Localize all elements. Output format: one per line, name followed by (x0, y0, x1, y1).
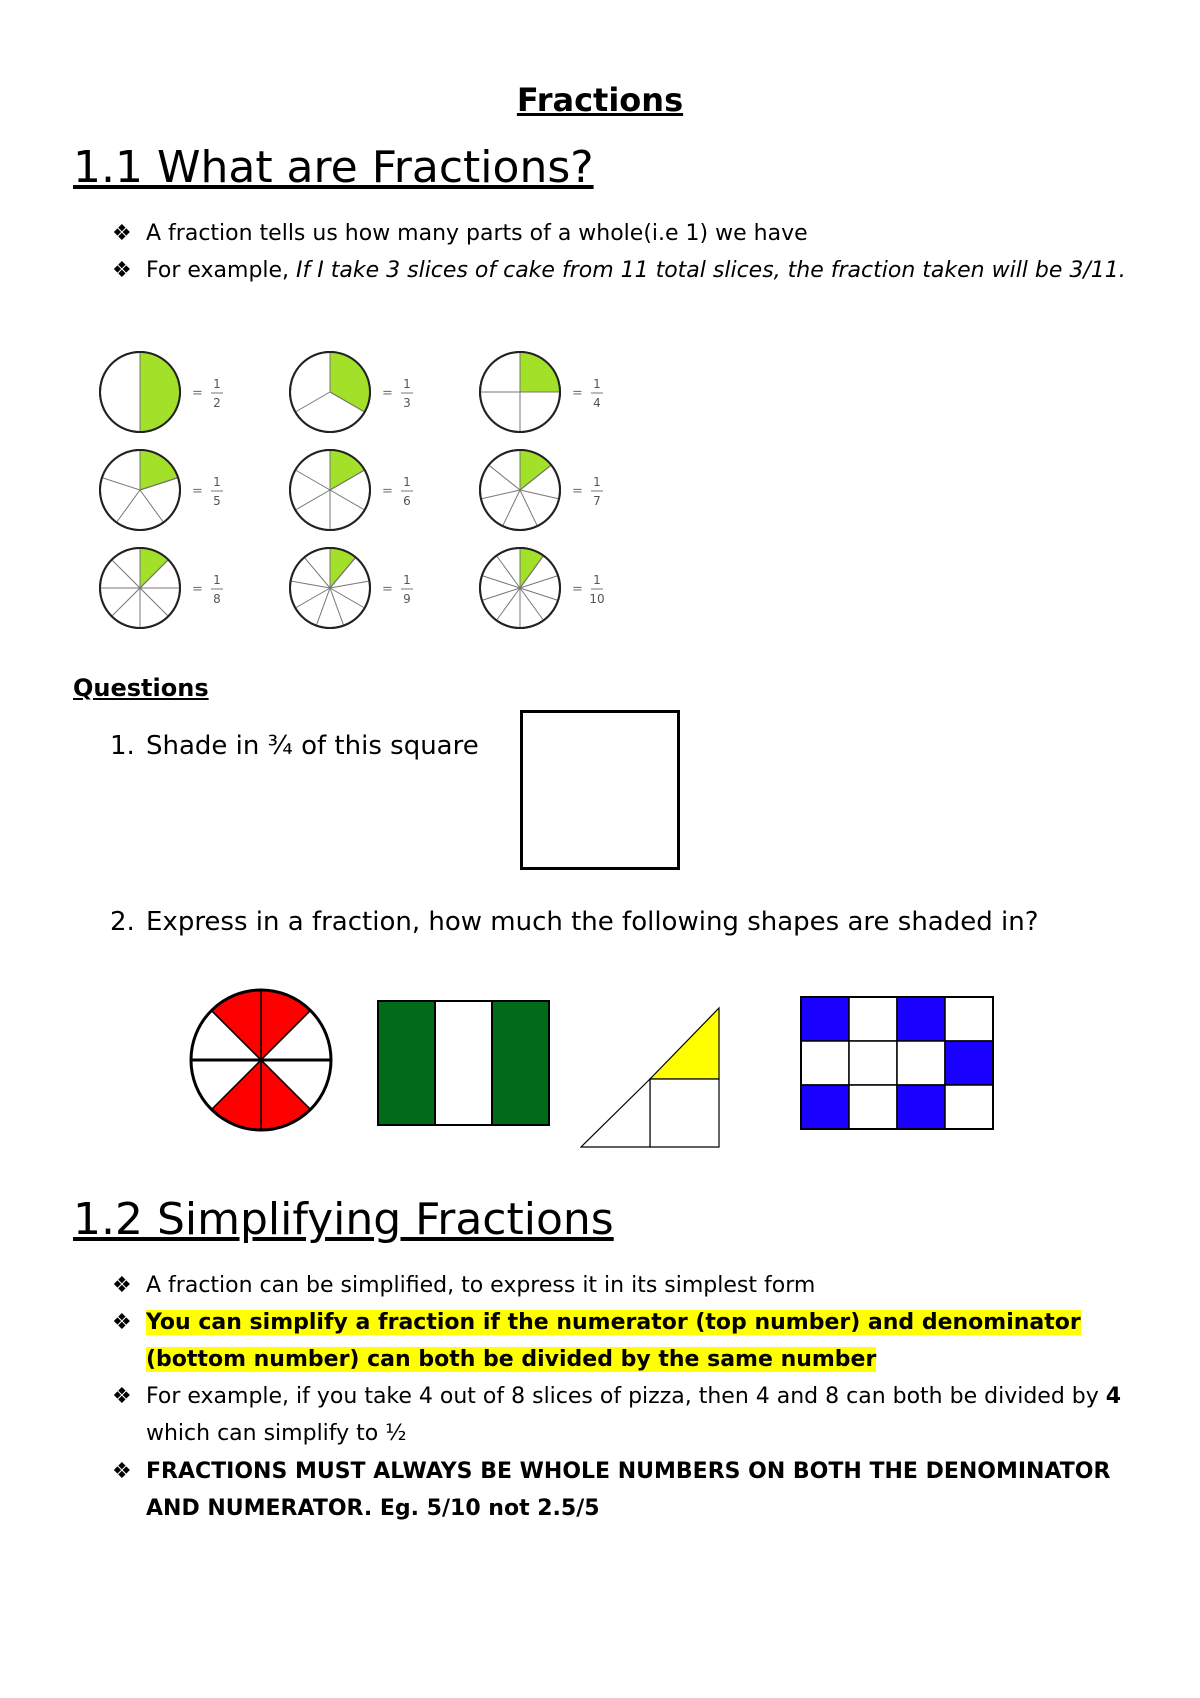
fraction-pie-1-5 (100, 450, 223, 530)
shaded-rectangle-figure (377, 1000, 551, 1128)
grid-cell (945, 1041, 993, 1085)
fraction-numerator: 1 (593, 475, 601, 489)
bullet-text: FRACTIONS MUST ALWAYS BE WHOLE NUMBERS ON BOTH THE DENOMINATOR AND NUMERATOR. Eg. 5/10 not 2.5/5 (146, 1459, 1111, 1521)
grid-cell (801, 1085, 849, 1129)
shaded-grid-figure (800, 996, 996, 1130)
grid-cell (849, 997, 897, 1041)
bullet-simplify-example (112, 1378, 1142, 1452)
fraction-denominator: 3 (403, 396, 411, 410)
fraction-pie-1-3 (290, 352, 413, 432)
section-heading-simplifying-fractions: 1.2 Simplifying Fractions (73, 1194, 614, 1245)
equals-sign: = (572, 386, 583, 401)
grid-cell (945, 1085, 993, 1129)
green-stripe-right (492, 1001, 549, 1125)
bullet-icon: ❖ (112, 258, 132, 283)
fraction-pie-1-7 (480, 450, 603, 530)
fraction-denominator: 9 (403, 592, 411, 606)
question-1-number: 1. (110, 731, 135, 761)
white-stripe-middle (435, 1001, 492, 1125)
fraction-denominator: 4 (593, 396, 601, 410)
bullet-text-end: which can simplify to ½ (146, 1421, 407, 1446)
bullet-example (112, 252, 1142, 289)
section-heading-what-are-fractions: 1.1 What are Fractions? (73, 142, 594, 193)
yellow-triangle-part (650, 1008, 719, 1079)
bullet-whole-numbers-rule (112, 1453, 1142, 1527)
equals-sign: = (382, 386, 393, 401)
equals-sign: = (572, 484, 583, 499)
equals-sign: = (192, 484, 203, 499)
bullet-text: A fraction tells us how many parts of a whole(i.e 1) we have (146, 221, 808, 246)
bullet-icon: ❖ (112, 1459, 132, 1484)
grid-cell (849, 1041, 897, 1085)
bullet-icon: ❖ (112, 1310, 132, 1335)
fraction-numerator: 1 (213, 573, 221, 587)
equals-sign: = (382, 582, 393, 597)
unit-fraction-diagram (95, 345, 655, 645)
bullet-icon: ❖ (112, 221, 132, 246)
fraction-numerator: 1 (213, 377, 221, 391)
fraction-numerator: 1 (403, 475, 411, 489)
fraction-pie-1-9 (290, 548, 413, 628)
shaded-circle-figure (186, 985, 336, 1135)
document-title: Fractions (516, 81, 684, 119)
fraction-denominator: 5 (213, 494, 221, 508)
grid-cell (897, 1041, 945, 1085)
grid-cell (897, 1085, 945, 1129)
bullet-text: For example, (146, 258, 297, 283)
question-2-text: Express in a fraction, how much the following shapes are shaded in? (146, 907, 1039, 937)
fraction-denominator: 7 (593, 494, 601, 508)
equals-sign: = (382, 484, 393, 499)
fraction-denominator: 2 (213, 396, 221, 410)
bullet-simplify-definition (112, 1267, 1142, 1304)
fraction-pie-1-6 (290, 450, 413, 530)
fraction-denominator: 10 (589, 592, 605, 606)
fraction-numerator: 1 (213, 475, 221, 489)
grid-cell (801, 997, 849, 1041)
grid-cell (945, 997, 993, 1041)
fraction-pie-1-4 (480, 352, 603, 432)
fraction-pie-1-10 (480, 548, 605, 628)
bullet-definition (112, 215, 1142, 252)
question-1-text: Shade in ¾ of this square (146, 731, 479, 761)
fraction-numerator: 1 (403, 573, 411, 587)
bullet-text: For example, if you take 4 out of 8 slices of pizza, then 4 and 8 can both be divided by (146, 1384, 1106, 1409)
shaded-triangle-figure (580, 1006, 720, 1148)
questions-heading: Questions (73, 674, 209, 702)
fraction-numerator: 1 (593, 573, 601, 587)
question-2-number: 2. (110, 907, 135, 937)
highlighted-rule-text: You can simplify a fraction if the numerator (top number) and denominator (bottom number) can both be divided by the same number (146, 1310, 1081, 1372)
grid-cell (849, 1085, 897, 1129)
equals-sign: = (192, 386, 203, 401)
fraction-denominator: 6 (403, 494, 411, 508)
bold-number: 4 (1105, 1384, 1122, 1409)
equals-sign: = (572, 582, 583, 597)
bullet-text: A fraction can be simplified, to express it in its simplest form (146, 1273, 816, 1298)
bullet-icon: ❖ (112, 1273, 132, 1298)
white-triangle-part (581, 1079, 650, 1147)
bullet-icon: ❖ (112, 1384, 132, 1409)
fraction-numerator: 1 (593, 377, 601, 391)
fraction-numerator: 1 (403, 377, 411, 391)
fraction-denominator: 8 (213, 592, 221, 606)
fraction-pie-1-2 (100, 352, 223, 432)
grid-cell (897, 997, 945, 1041)
example-italic-text: If I take 3 slices of cake from 11 total slices, the fraction taken will be 3/11. (296, 258, 1126, 283)
bullet-simplify-rule (112, 1304, 1142, 1378)
green-stripe-left (378, 1001, 435, 1125)
equals-sign: = (192, 582, 203, 597)
shaded-wedge (140, 352, 180, 432)
grid-cell (801, 1041, 849, 1085)
blank-square-to-shade[interactable] (520, 710, 680, 870)
white-square-part (650, 1079, 719, 1147)
fraction-pie-1-8 (100, 548, 223, 628)
